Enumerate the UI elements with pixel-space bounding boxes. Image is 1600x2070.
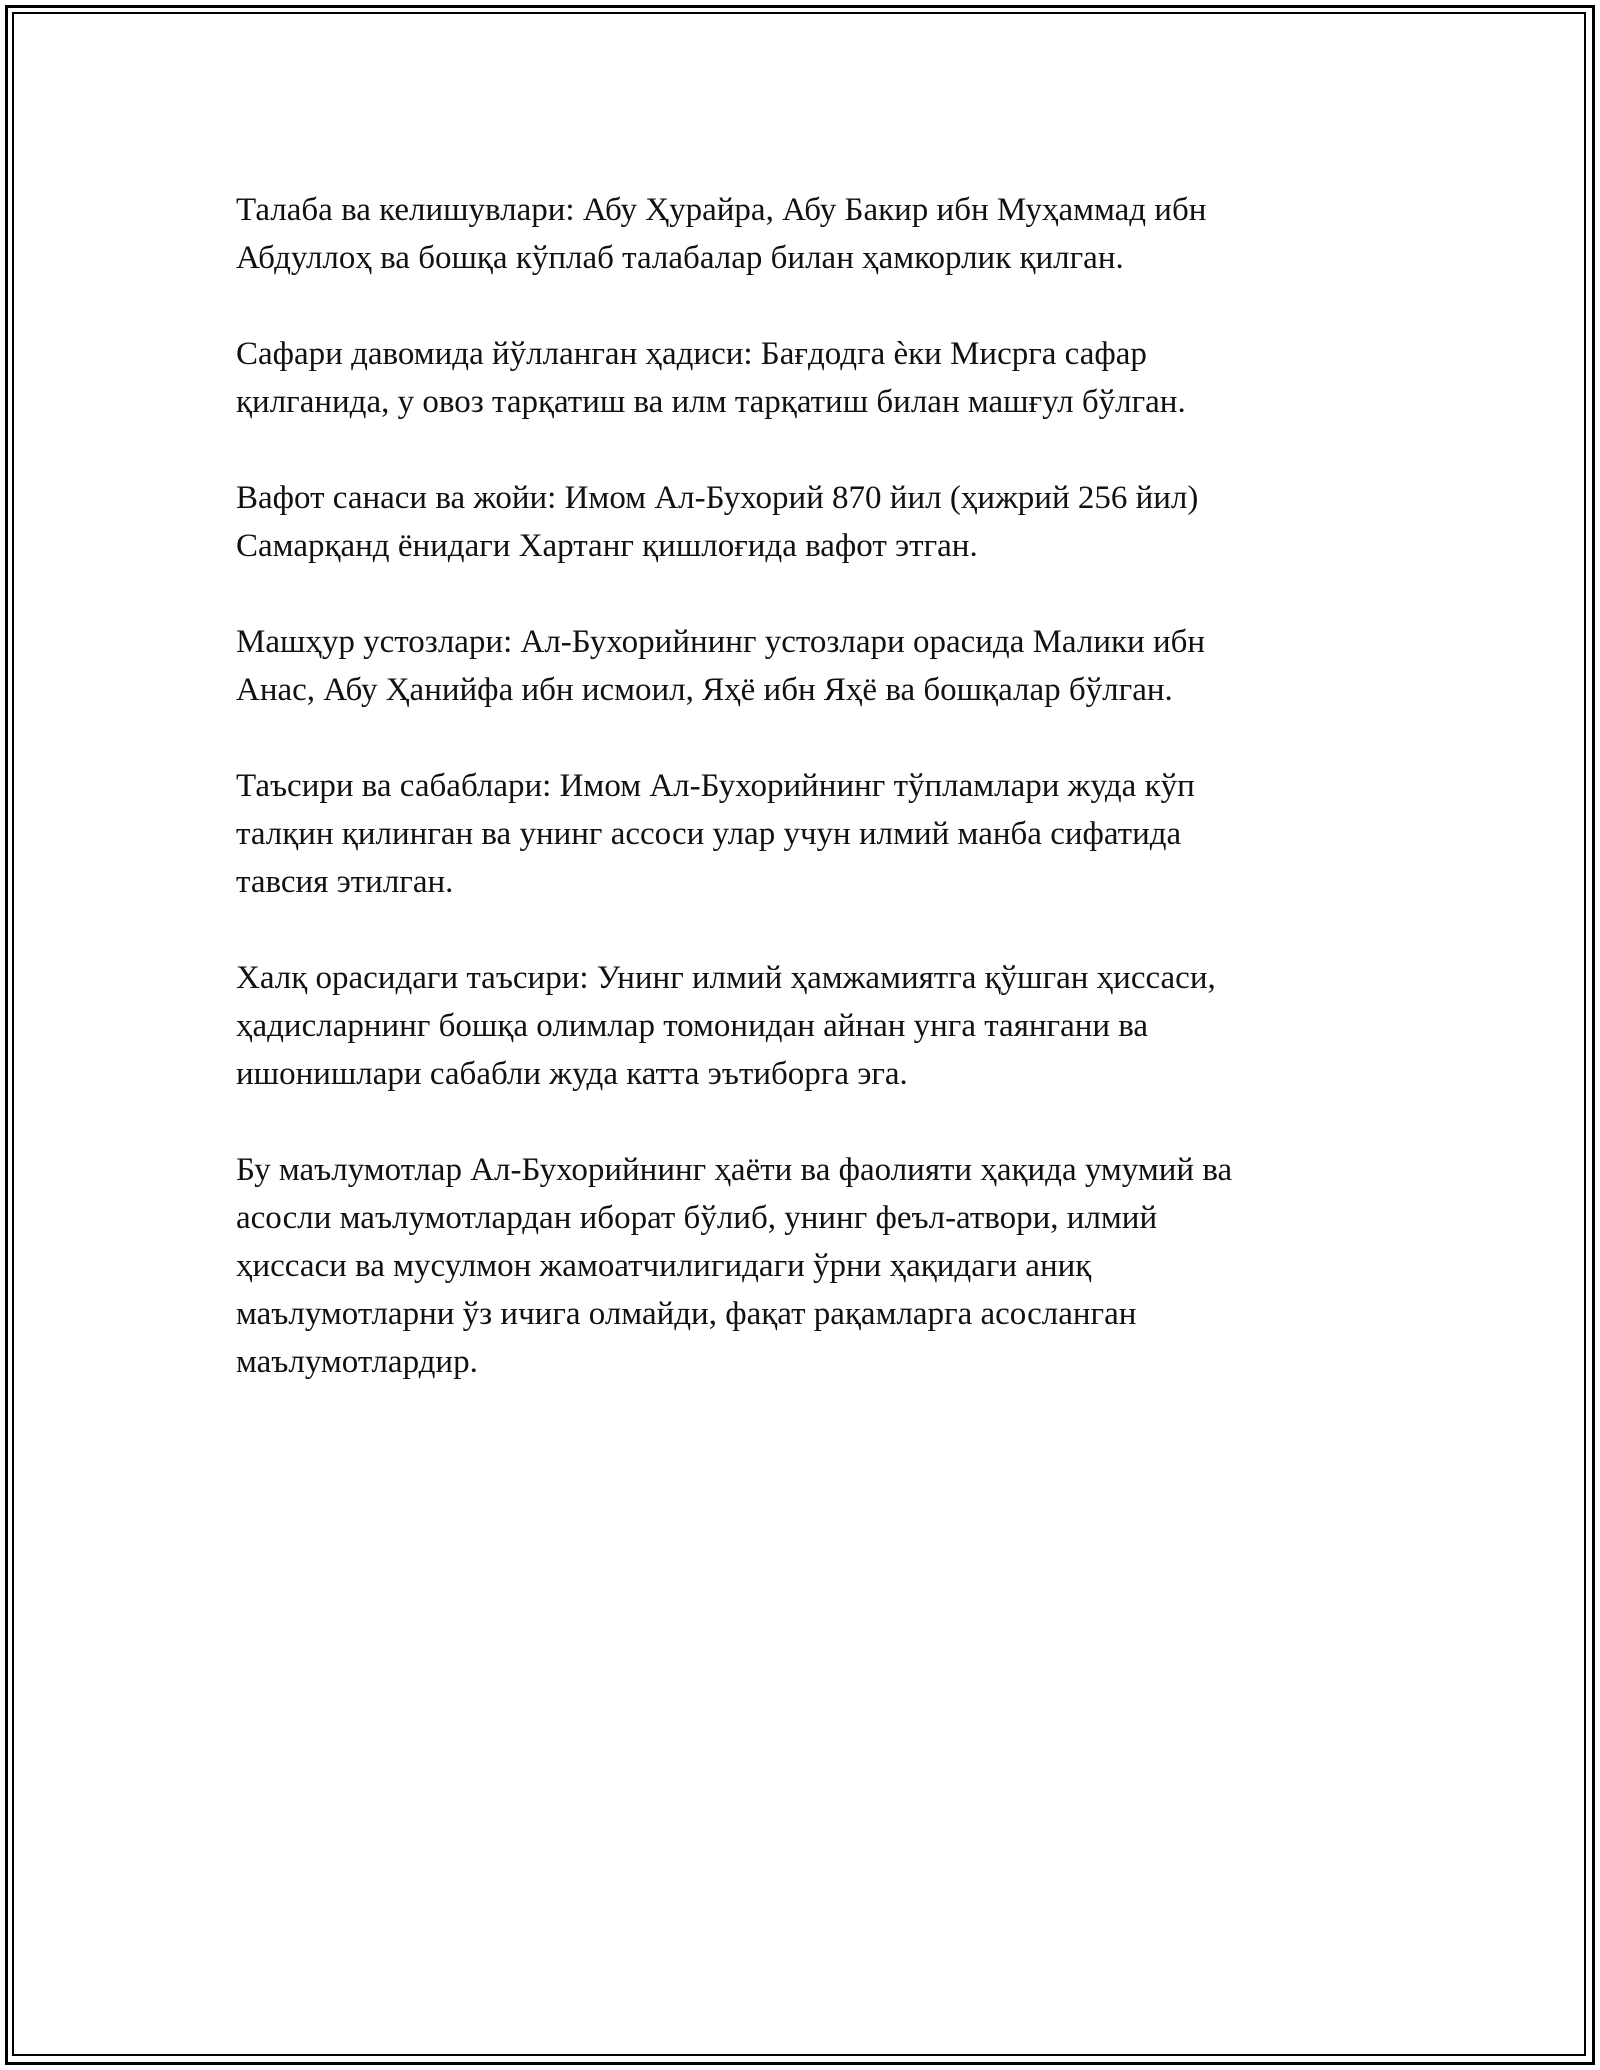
paragraph-students: Талаба ва келишувлари: Абу Ҳурайра, Абу Бакир ибн Муҳаммад ибн Абдуллоҳ ва бошқа кўплаб талабалар билан ҳамкорлик қилган. xyxy=(236,192,1207,276)
paragraph-teachers: Машҳур устозлари: Ал-Бухорийнинг устозлари орасида Малики ибн Анас, Абу Ҳанийфа ибн исмоил, Яҳё ибн Яҳё ва бошқалар бўлган. xyxy=(236,624,1206,708)
paragraph-summary: Бу маълумотлар Ал-Бухорийнинг ҳаёти ва фаолияти ҳақида умумий ва асосли маълумотлардан иборат бўлиб, унинг феъл-атвори, илмий ҳиссаси ва мусулмон жамоатчилигидаги ўрни ҳақидаги аниқ маълумотларни ўз ичига олмайди, фақат рақамларга асосланган маълумотлардир. xyxy=(236,1152,1233,1380)
paragraph-influence: Таъсири ва сабаблари: Имом Ал-Бухорийнинг тўпламлари жуда кўп талқин қилинган ва унинг ассоси улар учун илмий манба сифатида тавсия этилган. xyxy=(236,768,1195,900)
document-body xyxy=(236,186,1366,1434)
paragraph-death: Вафот санаси ва жойи: Имом Ал-Бухорий 870 йил (ҳижрий 256 йил) Самарқанд ёнидаги Хартанг қишлоғида вафот этган. xyxy=(236,480,1199,564)
paragraph-public-impact: Халқ орасидаги таъсири: Унинг илмий ҳамжамиятга қўшган ҳиссаси, ҳадисларнинг бошқа олимлар томонидан айнан унга таянгани ва ишонишлари сабабли жуда катта эътиборга эга. xyxy=(236,960,1216,1092)
paragraph-travels: Сафари давомида йўлланган ҳадиси: Бағдодга ѐки Мисрга сафар қилганида, у овоз тарқатиш ва илм тарқатиш билан машғул бўлган. xyxy=(236,336,1186,420)
